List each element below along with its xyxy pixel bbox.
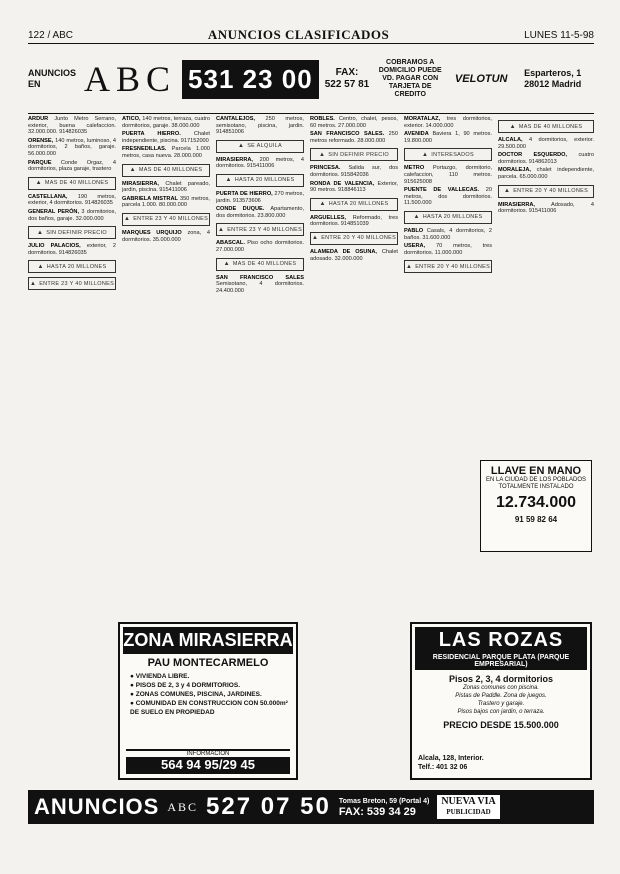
- ads-phone[interactable]: 531 23 00: [182, 60, 319, 99]
- las-rozas-ad: [410, 622, 592, 780]
- banner-hasta-20: ▲ HASTA 20 MILLONES: [404, 211, 492, 224]
- triangle-icon: ▲: [311, 235, 319, 242]
- column-1: [28, 116, 116, 786]
- banner-sin-precio: ▲ SIN DEFINIR PRECIO: [28, 226, 116, 239]
- section-title: ANUNCIOS CLASIFICADOS: [207, 27, 390, 42]
- list-item: ● PISOS DE 2, 3 y 4 DORMITORIOS.: [130, 682, 241, 689]
- list-item: Trastero y garaje.: [477, 701, 525, 707]
- triangle-icon: ▲: [509, 123, 516, 130]
- llave-price: 12.734.000: [495, 494, 577, 511]
- velotun-address: Esparteros, 1 28012 Madrid: [524, 68, 582, 89]
- listing: MORALEJA, chalet independiente, parcela. 65.000.000: [498, 167, 594, 180]
- banner-entre-20-40: ▲ ENTRE 20 Y 40 MILLONES: [498, 185, 594, 198]
- page-header-line: [28, 28, 594, 42]
- triangle-icon: ▲: [217, 226, 225, 233]
- listing: AVENIDA Baviera 1, 90 metros. 19.800.000: [404, 131, 492, 144]
- fax-number: 522 57 81: [324, 79, 370, 90]
- banner-entre-20-40: ▲ ENTRE 20 Y 40 MILLONES: [310, 232, 398, 245]
- abc-contact-header: [28, 46, 594, 112]
- listing: PUERTA HIERRO. Chalet independiente, piscina. 917152000: [122, 131, 210, 144]
- zona-info-label: INFORMACION: [126, 751, 290, 757]
- llave-subtitle: EN LA CIUDAD DE LOS POBLADOS TOTALMENTE INSTALADO: [485, 477, 587, 490]
- listing: MIRASIERRA, Adosado, 4 dormitorios. 915411006: [498, 201, 594, 215]
- list-item: Zonas comunes con piscina.: [462, 685, 540, 691]
- footer-contact-bar: [28, 790, 594, 824]
- listing: CONDE DUQUE. Apartamento, dos dormitorios. 23.800.000: [216, 206, 304, 219]
- banner-sin-precio: ▲ SIN DEFINIR PRECIO: [310, 148, 398, 161]
- triangle-icon: ▲: [37, 229, 44, 236]
- fax-label: FAX:: [335, 67, 359, 78]
- listing: METRO Portazgo, dormitorio, calefaccion, 110 metros. 915625008: [404, 165, 492, 185]
- nueva-via-logo: [437, 795, 499, 819]
- banner-entre-20-40: ▲ ENTRE 20 Y 40 MILLONES: [404, 260, 492, 273]
- triangle-icon: ▲: [129, 167, 136, 174]
- listing: MIRASIERRA, Chalet pareado, jardin, piscina. 915411006: [122, 180, 210, 194]
- listing: ALAMEDA DE OSUNA, Chalet adosado. 32.000.000: [310, 248, 398, 262]
- zona-title: ZONA MIRASIERRA: [123, 627, 293, 654]
- listing: CANTALEJOS, 250 metros, semisotano, piscina, jardin. 914851006: [216, 116, 304, 136]
- header-rule: [28, 113, 594, 114]
- listing: MARQUES URQUIJO zona, 4 dormitorios. 35.000.000: [122, 229, 210, 243]
- footer-address-block: [339, 797, 430, 818]
- nueva-via-name: NUEVA VIA: [441, 796, 496, 807]
- list-item: ● COMUNIDAD EN CONSTRUCCION CON 50.000m² DE SUELO EN PROPIEDAD: [130, 700, 288, 716]
- triangle-icon: ▲: [319, 201, 326, 208]
- llave-phone[interactable]: 91 59 82 64: [514, 515, 558, 524]
- listing: SAN FRANCISCO SALES Semisotano, 4 dormitorios. 24.400.000: [216, 274, 304, 294]
- footer-address: Tomas Breton, 59 (Portal 4): [338, 797, 430, 805]
- fax-block: [325, 67, 370, 91]
- banner-interesados: ▲ INTERESADOS: [404, 148, 492, 161]
- triangle-icon: ▲: [29, 280, 37, 287]
- listing: PUENTE DE VALLECAS. 20 metros, dos dormitorios. 11.500.000: [404, 187, 492, 207]
- anuncios-en-label: ANUNCIOS EN: [28, 68, 77, 89]
- listing: DOCTOR ESQUERDO, cuatro dormitorios. 914862013: [498, 152, 594, 165]
- list-item: Pisos bajos con jardin, o terraza.: [457, 709, 545, 715]
- triangle-icon: ▲: [237, 143, 245, 150]
- banner-mas-40: ▲ MAS DE 40 MILLONES: [216, 258, 304, 271]
- listing: PRINCESA. Salida sur, dos dormitorios. 915842036: [310, 165, 398, 178]
- footer-phone[interactable]: 527 07 50: [206, 793, 331, 820]
- rozas-subtitle: RESIDENCIAL PARQUE PLATA (PARQUE EMPRESARIAL): [415, 654, 587, 670]
- llave-title: LLAVE EN MANO: [490, 465, 582, 477]
- page-number: 122 / ABC: [28, 29, 74, 41]
- banner-hasta-20: ▲ HASTA 20 MILLONES: [310, 198, 398, 211]
- listing: JULIO PALACIOS, exterior, 2 dormitorios. 914826035: [28, 243, 116, 256]
- triangle-icon: ▲: [413, 214, 420, 221]
- payment-note: COBRAMOS A DOMICILIO PUEDE VD. PAGAR CON TARJETA DE CREDITO: [378, 59, 442, 98]
- velotun-logo: VELOTUN: [454, 73, 508, 85]
- zona-mirasierra-ad: [118, 622, 298, 780]
- listing: ABASCAL. Piso ocho dormitorios. 27.000.000: [216, 240, 304, 253]
- banner-hasta-20: ▲ HASTA 20 MILLONES: [216, 174, 304, 187]
- triangle-icon: ▲: [503, 188, 511, 195]
- banner-mas-40: ▲ MAS DE 40 MILLONES: [28, 177, 116, 190]
- banner-entre-23: ▲ ENTRE 23 Y 40 MILLONES: [216, 223, 304, 236]
- listing: MIRASIERRA, 200 metros, 4 dormitorios. 915411006: [216, 156, 304, 170]
- abc-logo: ABC: [84, 59, 177, 99]
- column-4: [310, 116, 398, 786]
- rozas-phone[interactable]: Telf.: 401 32 06: [418, 764, 468, 771]
- banner-entre-23: ▲ ENTRE 23 Y 40 MILLONES: [122, 213, 210, 226]
- listing: ARGUELLES, Reformado, tres dormitorios. 914851039: [310, 214, 398, 228]
- rozas-pisos: Pisos 2, 3, 4 dormitorios: [448, 674, 554, 684]
- footer-anuncios: ANUNCIOS: [34, 794, 160, 819]
- zona-contact[interactable]: [126, 749, 290, 774]
- listing: MORATALAZ, tres dormitorios, exterior. 14.000.000: [404, 116, 492, 129]
- footer-abc-logo: ABC: [167, 799, 199, 814]
- listing: FRESNEDILLAS. Parcela 1.000 metros, casa nueva. 28.000.000: [122, 146, 210, 159]
- list-item: ● ZONAS COMUNES, PISCINA, JARDINES.: [130, 691, 262, 698]
- triangle-icon: ▲: [319, 151, 326, 158]
- banner-entre-23: ▲ ENTRE 23 Y 40 MILLONES: [28, 277, 116, 290]
- listing: ROBLES. Centro, chalet, pesos, 60 metros. 27.000.000: [310, 116, 398, 129]
- triangle-icon: ▲: [422, 151, 429, 158]
- rozas-street: Alcala, 128, Interior.: [418, 755, 484, 762]
- list-item: Pistas de Paddle. Zona de juegos.: [455, 693, 547, 699]
- rozas-title: LAS ROZAS: [415, 627, 587, 654]
- triangle-icon: ▲: [223, 261, 230, 268]
- top-rule: [28, 43, 594, 44]
- triangle-icon: ▲: [225, 177, 232, 184]
- listing: USERA, 70 metros, tres dormitorios. 11.000.000: [404, 243, 492, 256]
- listing: RONDA DE VALENCIA, Exterior, 90 metros. 918846113: [310, 180, 398, 194]
- triangle-icon: ▲: [35, 180, 42, 187]
- footer-fax: FAX: 539 34 29: [338, 805, 416, 818]
- triangle-icon: ▲: [123, 216, 131, 223]
- zona-features: [120, 672, 296, 717]
- list-item: ● VIVIENDA LIBRE.: [130, 673, 190, 680]
- rozas-features: [412, 684, 590, 716]
- llave-en-mano-ad: [480, 460, 592, 552]
- triangle-icon: ▲: [405, 263, 413, 270]
- listing: CASTELLANA, 190 metros, exterior, 4 dormitorios. 914826035: [28, 193, 116, 207]
- listing: PARQUE Conde Orgaz, 4 dormitorios, plaza garaje, trastero: [28, 159, 116, 173]
- listing: ORENSE, 140 metros, luminoso, 4 dormitorios, 2 baños, garaje. 56.000.000: [28, 137, 116, 157]
- listing: GENERAL PERÓN, 3 dormitorios, dos baños, garaje. 32.000.000: [28, 208, 116, 222]
- listing: ARDUR Junto Metro Serrano, exterior, buena calefaccion. 32.000.000. 914826035: [28, 116, 116, 136]
- banner-mas-40: ▲ MAS DE 40 MILLONES: [498, 120, 594, 133]
- zona-phone[interactable]: 564 94 95/29 45: [161, 757, 255, 772]
- listing: ALCALA, 4 dormitorios, exterior. 29.500.000: [498, 137, 594, 150]
- zona-subtitle: PAU MONTECARMELO: [147, 657, 269, 669]
- listing: GABRIELA MISTRAL 350 metros, parcela 1.000. 80.000.000: [122, 195, 210, 209]
- banner-hasta-20: ▲ HASTA 20 MILLONES: [28, 260, 116, 273]
- listing: PABLO Casals, 4 dormitorios, 2 baños. 31.600.000: [404, 227, 492, 241]
- nueva-via-publicidad: PUBLICIDAD: [446, 808, 491, 816]
- rozas-address: [418, 754, 484, 772]
- listing: PUERTA DE HIERRO, 270 metros, jardin. 913573606: [216, 190, 304, 204]
- banner-se-alquila: ▲ SE ALQUILA: [216, 140, 304, 153]
- listing: SAN FRANCISCO SALES. 250 metros reformado. 28.000.000: [310, 131, 398, 144]
- triangle-icon: ▲: [37, 263, 44, 270]
- rozas-price: PRECIO DESDE 15.500.000: [443, 720, 559, 730]
- listing: ATICO, 140 metros, terraza, cuatro dormitorios, garaje. 38.000.000: [122, 116, 210, 129]
- issue-date: LUNES 11-5-98: [524, 29, 594, 41]
- banner-mas-40: ▲ MAS DE 40 MILLONES: [122, 164, 210, 177]
